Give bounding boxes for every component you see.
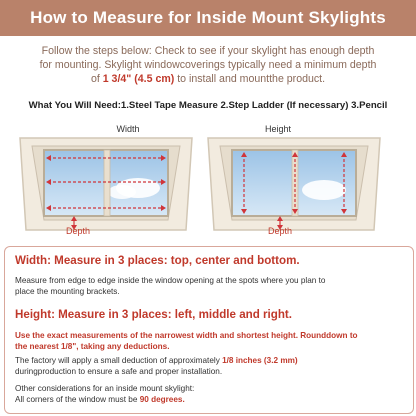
height-label: Height: [264, 124, 291, 134]
other-line-1: Other considerations for an inside mount skylight:: [15, 384, 195, 393]
width-instructions: [15, 275, 403, 297]
deduction-line-2: duringproduction to ensure a safe and proper installation.: [15, 367, 223, 376]
width-line-1: Measure from edge to edge inside the window opening at the spots where you plan to: [15, 276, 326, 285]
width-heading: [15, 254, 300, 267]
page-title: How to Measure for Inside Mount Skylights: [30, 8, 386, 27]
width-heading-label: Width:: [15, 254, 51, 267]
other-pre: All corners of the window must be: [15, 395, 140, 404]
rounding-note: [15, 330, 403, 352]
deduction-pre: The factory will apply a small deduction of approximately: [15, 356, 223, 365]
instructions-panel: [4, 246, 414, 414]
rounding-note-1: Use the exact measurements of the narrowest width and shortest height. Rounddown to: [15, 331, 358, 340]
intro-line-2: for mounting. Skylight windowcoverings typically need a minimum depth: [39, 59, 377, 71]
height-heading: Height: Measure in 3 places: left, middle and right.: [15, 308, 293, 321]
width-heading-rest: Measure in 3 places: top, center and bottom.: [50, 254, 300, 267]
depth-label-left: Depth: [65, 226, 91, 236]
intro-line-1: Follow the steps below: Check to see if your skylight has enough depth: [41, 45, 375, 57]
minimum-depth: 1 3/4" (4.5 cm): [102, 73, 175, 85]
other-considerations: [15, 383, 403, 405]
depth-label-right: Depth: [267, 226, 293, 236]
deduction-value: 1/8 inches (3.2 mm): [222, 356, 298, 365]
intro-line-3-post: to install and mountthe product.: [174, 73, 326, 85]
width-label: Width: [116, 124, 140, 134]
intro-line-3-pre: of: [90, 73, 103, 85]
intro-text: [16, 44, 400, 86]
width-diagram: [18, 136, 194, 232]
deduction-line-1: [15, 355, 403, 366]
rounding-note-2: the nearest 1/8", taking any deductions.: [15, 342, 170, 351]
tools-needed: What You Will Need:1.Steel Tape Measure 2.Step Ladder (If necessary) 3.Pencil: [28, 100, 388, 111]
other-line-2: [15, 394, 403, 405]
intro-line-3: [16, 72, 400, 86]
corner-angle: 90 degrees.: [139, 395, 185, 404]
height-diagram: [206, 136, 382, 232]
title-banner: [0, 0, 416, 36]
deduction-note: [15, 355, 403, 377]
width-line-2: place the mounting brackets.: [15, 287, 120, 296]
